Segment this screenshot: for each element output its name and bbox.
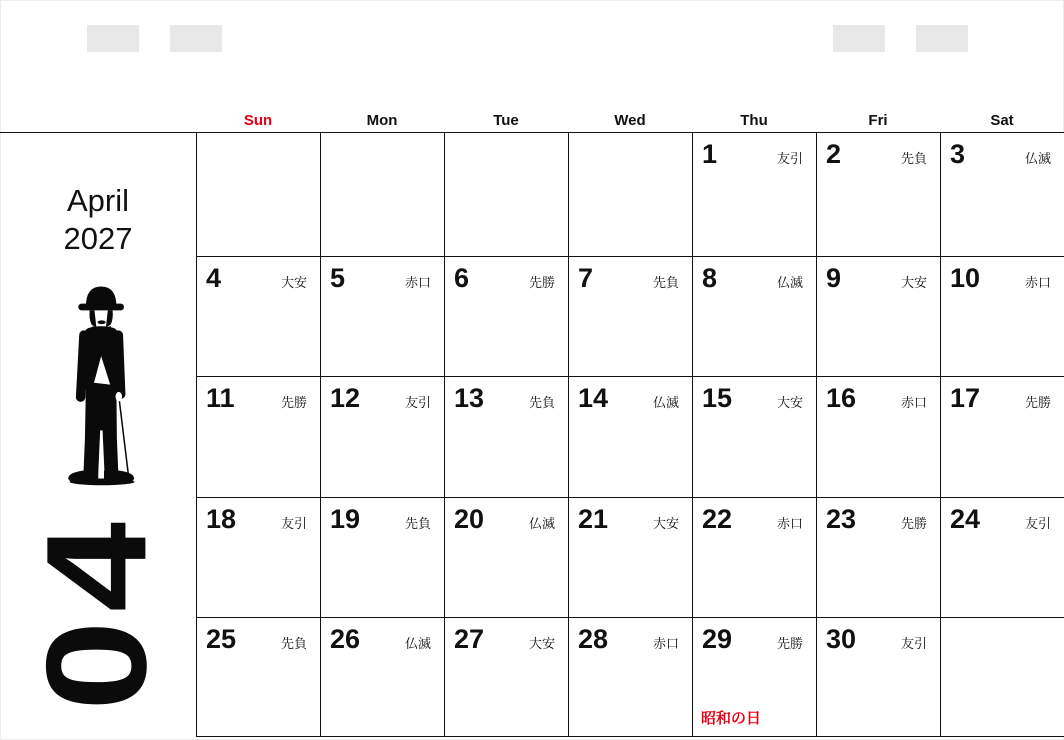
day-cell-empty [196, 133, 320, 256]
day-cell-5 [320, 256, 444, 377]
month-number: 04 [16, 513, 176, 711]
day-number: 21 [578, 503, 609, 534]
rokuyo-label: 大安 [528, 636, 555, 652]
weekday-label-sat: Sat [990, 112, 1014, 129]
day-number: 9 [826, 262, 842, 293]
day-cell-25 [196, 617, 320, 736]
day-number: 17 [950, 383, 981, 414]
day-cell-22 [692, 497, 816, 618]
binder-tab [87, 25, 139, 52]
day-number: 20 [454, 503, 485, 534]
day-cell-17 [940, 376, 1064, 497]
day-number: 13 [454, 383, 485, 414]
rokuyo-label: 友引 [776, 151, 803, 167]
day-cell-9 [816, 256, 940, 377]
rokuyo-label: 大安 [652, 515, 679, 531]
day-number: 3 [950, 139, 966, 170]
holiday-label: 昭和の日 [701, 710, 762, 728]
rokuyo-label: 大安 [900, 274, 927, 290]
rokuyo-label: 友引 [280, 515, 307, 531]
rokuyo-label: 仏滅 [1024, 151, 1051, 167]
rokuyo-label: 大安 [776, 395, 803, 411]
day-cell-15 [692, 376, 816, 497]
binder-tab [170, 25, 222, 52]
rokuyo-label: 大安 [280, 274, 307, 290]
day-number: 10 [950, 262, 981, 293]
binder-tab [833, 25, 885, 52]
day-cell-18 [196, 497, 320, 618]
rokuyo-label: 先勝 [776, 636, 803, 652]
day-number: 4 [206, 262, 222, 293]
day-cell-23 [816, 497, 940, 618]
day-number: 6 [454, 262, 470, 293]
day-number: 27 [454, 624, 485, 655]
day-cell-2 [816, 133, 940, 256]
charlie-chaplin-illustration [56, 276, 152, 500]
day-number: 16 [826, 383, 857, 414]
day-cell-27 [444, 617, 568, 736]
day-number: 15 [702, 383, 733, 414]
rokuyo-label: 赤口 [776, 515, 803, 531]
day-cell-10 [940, 256, 1064, 377]
day-cell-14 [568, 376, 692, 497]
day-number: 22 [702, 503, 733, 534]
day-number: 24 [950, 503, 981, 534]
day-number: 12 [330, 383, 361, 414]
day-cell-8 [692, 256, 816, 377]
day-number: 1 [702, 139, 718, 170]
day-cell-28 [568, 617, 692, 736]
rokuyo-label: 赤口 [900, 395, 927, 411]
day-cell-20 [444, 497, 568, 618]
day-number: 18 [206, 503, 237, 534]
day-cell-12 [320, 376, 444, 497]
day-number: 25 [206, 624, 237, 655]
day-cell-29 [692, 617, 816, 736]
rokuyo-label: 先負 [900, 151, 927, 167]
day-cell-4 [196, 256, 320, 377]
weekday-label-thu: Thu [740, 112, 768, 129]
day-number: 29 [702, 624, 733, 655]
day-number: 7 [578, 262, 594, 293]
rokuyo-label: 友引 [1024, 515, 1051, 531]
weekday-label-tue: Tue [493, 112, 519, 129]
rokuyo-label: 赤口 [1024, 274, 1051, 290]
day-number: 19 [330, 503, 361, 534]
weekday-label-fri: Fri [868, 112, 888, 129]
rokuyo-label: 先勝 [528, 274, 555, 290]
weekday-header-row [196, 110, 1064, 132]
day-number: 28 [578, 624, 609, 655]
day-number: 26 [330, 624, 361, 655]
rokuyo-label: 赤口 [652, 636, 679, 652]
day-cell-19 [320, 497, 444, 618]
day-number: 30 [826, 624, 857, 655]
day-cell-30 [816, 617, 940, 736]
weekday-label-sun: Sun [243, 112, 273, 129]
calendar-grid [196, 133, 1064, 737]
day-cell-1 [692, 133, 816, 256]
day-cell-3 [940, 133, 1064, 256]
day-cell-13 [444, 376, 568, 497]
rokuyo-label: 仏滅 [776, 274, 803, 290]
day-number: 14 [578, 383, 609, 414]
rokuyo-label: 先勝 [280, 395, 307, 411]
day-cell-24 [940, 497, 1064, 618]
day-cell-11 [196, 376, 320, 497]
rokuyo-label: 仏滅 [528, 515, 555, 531]
month-title [0, 182, 196, 258]
binder-tab [916, 25, 968, 52]
day-cell-empty [568, 133, 692, 256]
weekday-label-wed: Wed [614, 112, 646, 129]
day-number: 2 [826, 139, 842, 170]
day-cell-26 [320, 617, 444, 736]
rokuyo-label: 赤口 [404, 274, 431, 290]
rokuyo-label: 先負 [652, 274, 679, 290]
day-cell-21 [568, 497, 692, 618]
day-cell-empty [940, 617, 1064, 736]
rokuyo-label: 先勝 [1024, 395, 1051, 411]
month-name: April [66, 183, 129, 218]
rokuyo-label: 先勝 [900, 515, 927, 531]
day-cell-6 [444, 256, 568, 377]
day-number: 11 [206, 383, 235, 414]
year-label: 2027 [63, 221, 133, 256]
rokuyo-label: 仏滅 [404, 636, 431, 652]
rokuyo-label: 先負 [404, 515, 431, 531]
rokuyo-label: 先負 [528, 395, 555, 411]
day-number: 8 [702, 262, 718, 293]
day-cell-empty [320, 133, 444, 256]
day-number: 5 [330, 262, 346, 293]
weekday-label-mon: Mon [366, 112, 398, 129]
rokuyo-label: 仏滅 [652, 395, 679, 411]
rokuyo-label: 先負 [280, 636, 307, 652]
day-cell-16 [816, 376, 940, 497]
day-number: 23 [826, 503, 857, 534]
rokuyo-label: 友引 [404, 395, 431, 411]
day-cell-7 [568, 256, 692, 377]
day-cell-empty [444, 133, 568, 256]
rokuyo-label: 友引 [900, 636, 927, 652]
